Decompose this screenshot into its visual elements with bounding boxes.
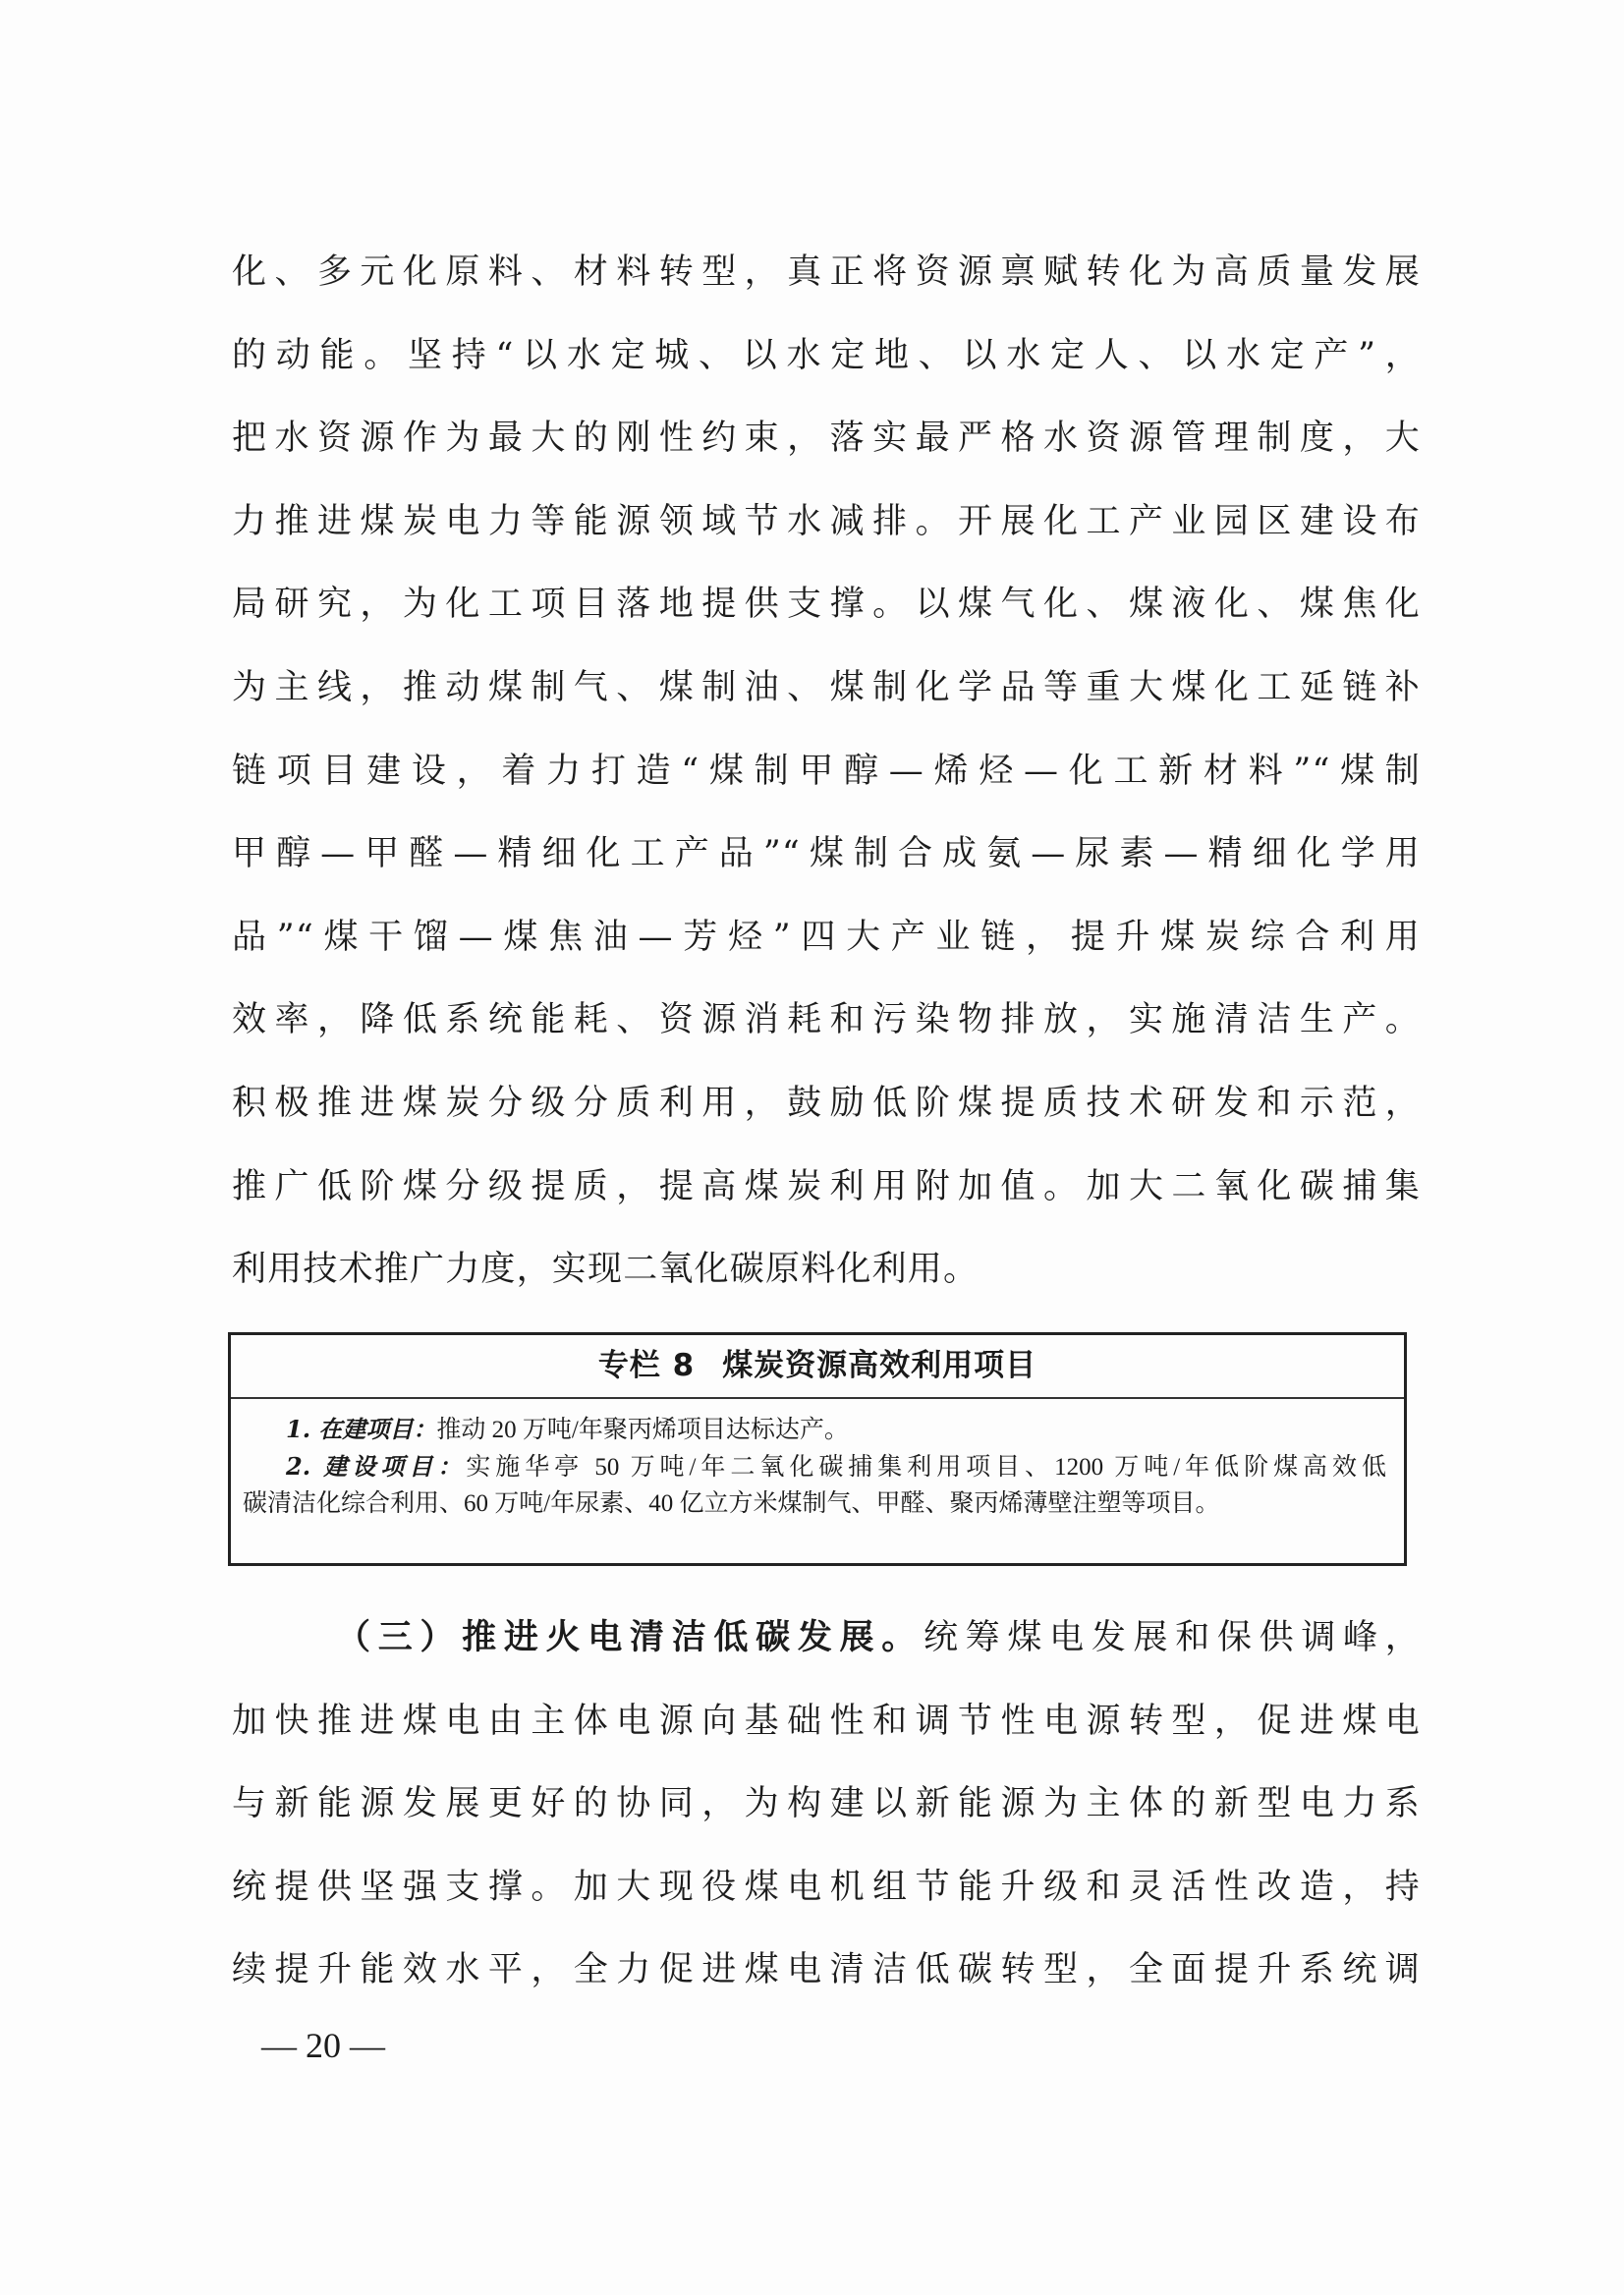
box-item-label: 1. 在建项目：	[286, 1415, 437, 1443]
box-item-label: 2. 建设项目：	[286, 1452, 467, 1481]
section-heading-rest: 统筹煤电发展和保供调峰，	[923, 1618, 1421, 1657]
box-item-planned-continued: 碳清洁化综合利用、60 万吨/年尿素、40 亿立方米煤制气、甲醛、聚丙烯薄壁注塑等项目。	[243, 1490, 1220, 1517]
box-title-number: 专栏 8	[597, 1348, 696, 1383]
text-line: 化、多元化原料、材料转型，真正将资源禀赋转化为高质量发展	[232, 252, 1421, 292]
box-title-text: 煤炭资源高效利用项目	[722, 1348, 1037, 1383]
text-line: 效率，降低系统能耗、资源消耗和污染物排放，实施清洁生产。	[232, 1000, 1421, 1040]
text-line: 力推进煤炭电力等能源领域节水减排。开展化工产业园区建设布	[232, 501, 1421, 541]
text-line: 加快推进煤电由主体电源向基础性和调节性电源转型，促进煤电	[232, 1701, 1421, 1741]
box-body	[231, 1399, 1404, 1523]
text-line: 把水资源作为最大的刚性约束，落实最严格水资源管理制度，大	[232, 419, 1421, 459]
text-line: 续提升能效水平，全力促进煤电清洁低碳转型，全面提升系统调	[232, 1950, 1421, 1990]
paragraph-coal-chemical	[232, 231, 1421, 1312]
page-number: — 20 —	[261, 2026, 385, 2065]
text-line: 利用技术推广力度，实现二氧化碳原料化利用。	[232, 1250, 980, 1290]
section-heading-line	[232, 1596, 1421, 1680]
text-line: 推广低阶煤分级提质，提高煤炭利用附加值。加大二氧化碳捕集	[232, 1166, 1421, 1206]
box-item-text: 推动 20 万吨/年聚丙烯项目达标达产。	[436, 1417, 849, 1443]
section-3-paragraph	[232, 1596, 1421, 2012]
text-line: 的动能。坚持“以水定城、以水定地、以水定人、以水定产”，	[232, 335, 1421, 375]
text-line: 链项目建设，着力打造“煤制甲醇—烯烃—化工新材料”“煤制	[232, 751, 1421, 791]
text-line: 品”“煤干馏—煤焦油—芳烃”四大产业链，提升煤炭综合利用	[232, 917, 1421, 957]
text-line: 统提供坚强支撑。加大现役煤电机组节能升级和灵活性改造，持	[232, 1867, 1421, 1907]
box-item-under-construction	[243, 1411, 1392, 1448]
text-line: 甲醇—甲醛—精细化工产品”“煤制合成氨—尿素—精细化学用	[232, 834, 1421, 874]
column-box-coal-projects	[228, 1332, 1407, 1566]
text-line: 积极推进煤炭分级分质利用，鼓励低阶煤提质技术研发和示范，	[232, 1083, 1421, 1123]
box-item-text: 实施华亭 50 万吨/年二氧化碳捕集利用项目、1200 万吨/年低阶煤高效低	[466, 1454, 1386, 1481]
text-line: 为主线，推动煤制气、煤制油、煤制化学品等重大煤化工延链补	[232, 667, 1421, 707]
section-heading: （三）推进火电清洁低碳发展。	[336, 1617, 924, 1657]
text-line: 与新能源发展更好的协同，为构建以新能源为主体的新型电力系	[232, 1784, 1421, 1824]
box-title	[231, 1335, 1404, 1399]
box-item-planned	[243, 1448, 1392, 1485]
text-line: 局研究，为化工项目落地提供支撑。以煤气化、煤液化、煤焦化	[232, 585, 1421, 625]
